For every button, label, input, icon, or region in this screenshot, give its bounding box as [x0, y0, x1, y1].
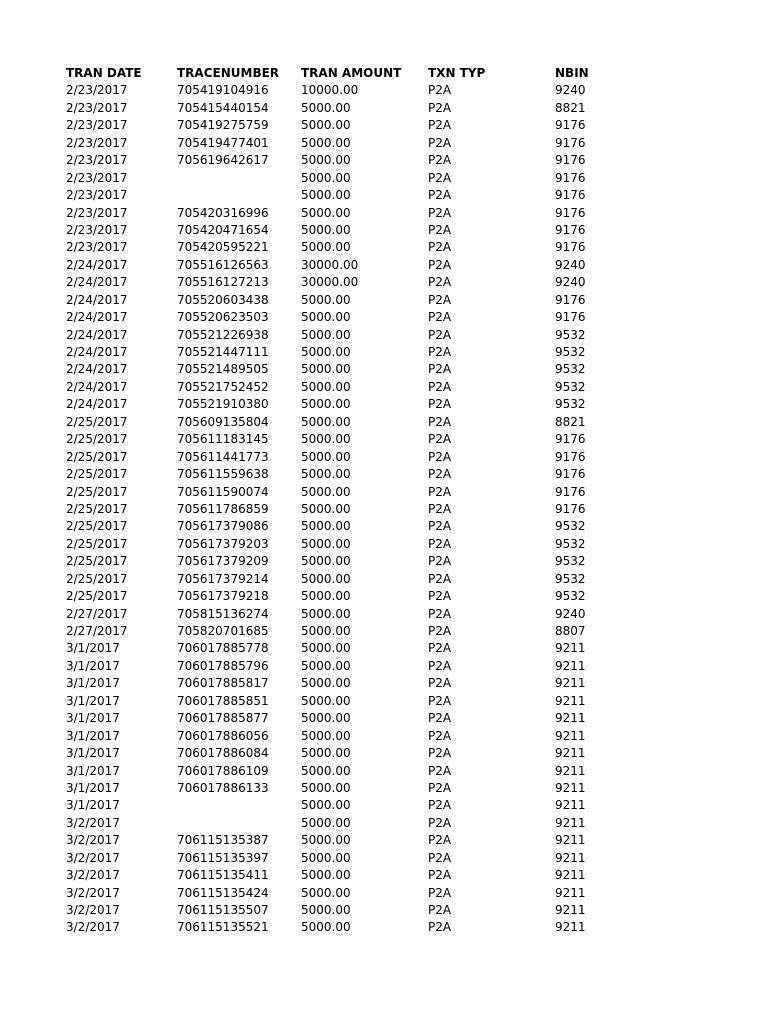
cell-txn-typ: P2A	[428, 170, 452, 185]
cell-tran-date: 2/23/2017	[66, 83, 128, 98]
cell-nbin: 9176	[555, 240, 586, 255]
table-row	[66, 135, 706, 152]
cell-nbin: 9176	[555, 118, 586, 133]
cell-tracenumber: 705521489505	[177, 362, 269, 377]
cell-nbin: 9240	[555, 257, 586, 272]
cell-nbin: 9176	[555, 432, 586, 447]
cell-nbin: 9211	[555, 850, 586, 865]
cell-txn-typ: P2A	[428, 780, 452, 795]
cell-tran-date: 2/24/2017	[66, 292, 128, 307]
cell-tran-date: 3/2/2017	[66, 885, 120, 900]
table-row	[66, 257, 706, 274]
cell-tran-date: 2/24/2017	[66, 362, 128, 377]
cell-nbin: 9532	[555, 589, 586, 604]
table-row	[66, 902, 706, 919]
cell-tran-date: 2/25/2017	[66, 449, 128, 464]
cell-tran-date: 3/1/2017	[66, 711, 120, 726]
cell-nbin: 9240	[555, 83, 586, 98]
cell-tracenumber: 705420595221	[177, 240, 269, 255]
cell-tran-date: 2/24/2017	[66, 327, 128, 342]
cell-tracenumber: 705521447111	[177, 345, 269, 359]
cell-tran-date: 3/1/2017	[66, 728, 120, 743]
table-row	[66, 850, 706, 867]
table-header-row	[66, 65, 706, 82]
table-row	[66, 361, 706, 378]
table-row	[66, 745, 706, 762]
table-row	[66, 885, 706, 902]
cell-tran-amount: 10000.00	[301, 83, 359, 98]
table-row	[66, 658, 706, 675]
cell-nbin: 9532	[555, 536, 586, 551]
cell-tracenumber: 705611183145	[177, 432, 269, 447]
cell-tran-amount: 5000.00	[301, 728, 351, 743]
cell-tran-amount: 5000.00	[301, 780, 351, 795]
cell-nbin: 9211	[555, 763, 586, 778]
table-body	[66, 82, 706, 936]
cell-tran-amount: 5000.00	[301, 571, 351, 586]
table-row	[66, 797, 706, 814]
cell-tran-amount: 5000.00	[301, 815, 351, 830]
cell-txn-typ: P2A	[428, 641, 452, 656]
cell-tran-amount: 5000.00	[301, 763, 351, 778]
cell-tran-date: 2/24/2017	[66, 310, 128, 325]
cell-nbin: 9211	[555, 711, 586, 726]
table-row	[66, 501, 706, 518]
cell-txn-typ: P2A	[428, 414, 452, 429]
cell-txn-typ: P2A	[428, 868, 452, 883]
table-row	[66, 117, 706, 134]
cell-txn-typ: P2A	[428, 275, 452, 290]
cell-nbin: 9532	[555, 379, 586, 394]
cell-tracenumber: 705617379209	[177, 554, 269, 569]
cell-tracenumber: 706115135397	[177, 850, 269, 865]
cell-nbin: 9211	[555, 728, 586, 743]
table-row	[66, 640, 706, 657]
cell-tracenumber: 706115135424	[177, 885, 269, 900]
cell-txn-typ: P2A	[428, 188, 452, 203]
column-header-nbin: NBIN	[555, 66, 589, 80]
cell-tran-amount: 5000.00	[301, 379, 351, 394]
table-row	[66, 518, 706, 535]
cell-tran-date: 2/24/2017	[66, 397, 128, 412]
cell-tran-amount: 5000.00	[301, 100, 351, 115]
cell-txn-typ: P2A	[428, 554, 452, 569]
cell-tran-amount: 5000.00	[301, 414, 351, 429]
cell-tran-amount: 5000.00	[301, 624, 351, 638]
cell-tran-date: 2/23/2017	[66, 170, 128, 185]
cell-txn-typ: P2A	[428, 815, 452, 830]
cell-tracenumber: 705611590074	[177, 484, 269, 499]
cell-tracenumber: 705520603438	[177, 292, 269, 307]
cell-tran-amount: 5000.00	[301, 484, 351, 499]
cell-txn-typ: P2A	[428, 153, 452, 168]
cell-nbin: 9176	[555, 188, 586, 203]
cell-tran-amount: 5000.00	[301, 693, 351, 708]
table-row	[66, 431, 706, 448]
cell-txn-typ: P2A	[428, 763, 452, 778]
table-row	[66, 571, 706, 588]
cell-tracenumber: 705617379203	[177, 536, 269, 551]
cell-nbin: 9211	[555, 920, 586, 935]
table-row	[66, 344, 706, 361]
cell-tran-date: 2/25/2017	[66, 414, 128, 429]
table-row	[66, 396, 706, 413]
cell-txn-typ: P2A	[428, 222, 452, 237]
cell-nbin: 9211	[555, 658, 586, 673]
cell-txn-typ: P2A	[428, 728, 452, 743]
cell-txn-typ: P2A	[428, 100, 452, 115]
cell-nbin: 9176	[555, 135, 586, 150]
cell-nbin: 9532	[555, 397, 586, 412]
cell-nbin: 9211	[555, 815, 586, 830]
cell-tracenumber: 705516127213	[177, 275, 269, 290]
cell-tran-amount: 5000.00	[301, 746, 351, 761]
cell-tran-date: 2/23/2017	[66, 135, 128, 150]
cell-txn-typ: P2A	[428, 711, 452, 726]
cell-tran-amount: 5000.00	[301, 345, 351, 359]
cell-tran-date: 3/2/2017	[66, 850, 120, 865]
cell-tracenumber: 705419104916	[177, 83, 269, 98]
cell-tracenumber: 706017885796	[177, 658, 269, 673]
cell-nbin: 9211	[555, 780, 586, 795]
cell-tracenumber: 705619642617	[177, 153, 269, 168]
cell-tran-amount: 5000.00	[301, 536, 351, 551]
cell-tran-date: 2/25/2017	[66, 467, 128, 482]
cell-tran-date: 2/23/2017	[66, 188, 128, 203]
cell-tracenumber: 706115135507	[177, 903, 269, 917]
column-header-tracenumber: TRACENUMBER	[177, 66, 280, 80]
cell-txn-typ: P2A	[428, 257, 452, 272]
cell-tracenumber: 705617379218	[177, 589, 269, 604]
table-row	[66, 484, 706, 501]
table-row	[66, 82, 706, 99]
cell-txn-typ: P2A	[428, 589, 452, 604]
cell-tracenumber: 705609135804	[177, 414, 269, 429]
table-row	[66, 710, 706, 727]
cell-txn-typ: P2A	[428, 676, 452, 691]
cell-txn-typ: P2A	[428, 310, 452, 325]
table-row	[66, 919, 706, 936]
table-row	[66, 728, 706, 745]
cell-tran-date: 3/2/2017	[66, 833, 120, 848]
column-header-txn-typ: TXN TYP	[428, 66, 486, 80]
cell-txn-typ: P2A	[428, 327, 452, 342]
cell-nbin: 9211	[555, 833, 586, 848]
column-header-tran-amount: TRAN AMOUNT	[301, 66, 402, 80]
table-row	[66, 239, 706, 256]
cell-tran-amount: 5000.00	[301, 432, 351, 447]
cell-tracenumber: 706017886056	[177, 728, 269, 743]
table-row	[66, 152, 706, 169]
cell-tran-date: 2/24/2017	[66, 257, 128, 272]
table-row	[66, 832, 706, 849]
cell-nbin: 9176	[555, 222, 586, 237]
table-row	[66, 379, 706, 396]
cell-tran-amount: 5000.00	[301, 519, 351, 534]
cell-txn-typ: P2A	[428, 833, 452, 848]
cell-tracenumber: 705419477401	[177, 135, 269, 150]
cell-nbin: 8807	[555, 624, 586, 638]
cell-txn-typ: P2A	[428, 362, 452, 377]
cell-tran-date: 2/25/2017	[66, 571, 128, 586]
cell-tran-date: 2/23/2017	[66, 100, 128, 115]
cell-txn-typ: P2A	[428, 484, 452, 499]
cell-tran-date: 3/1/2017	[66, 746, 120, 761]
cell-tran-date: 3/2/2017	[66, 920, 120, 935]
cell-txn-typ: P2A	[428, 397, 452, 412]
cell-nbin: 9176	[555, 501, 586, 516]
cell-tran-amount: 5000.00	[301, 170, 351, 185]
cell-nbin: 9532	[555, 554, 586, 569]
cell-txn-typ: P2A	[428, 292, 452, 307]
cell-tracenumber: 705521226938	[177, 327, 269, 342]
cell-txn-typ: P2A	[428, 624, 452, 638]
cell-tracenumber: 706115135521	[177, 920, 269, 935]
cell-tracenumber: 706017886109	[177, 763, 269, 778]
cell-nbin: 9211	[555, 676, 586, 691]
cell-tran-amount: 5000.00	[301, 222, 351, 237]
cell-tracenumber: 706017886133	[177, 780, 269, 795]
cell-tran-date: 3/1/2017	[66, 676, 120, 691]
cell-tran-date: 2/25/2017	[66, 554, 128, 569]
cell-tran-amount: 5000.00	[301, 589, 351, 604]
column-header-tran-date: TRAN DATE	[66, 66, 142, 80]
cell-tran-amount: 5000.00	[301, 868, 351, 883]
cell-tracenumber: 705611786859	[177, 501, 269, 516]
cell-txn-typ: P2A	[428, 449, 452, 464]
table-row	[66, 205, 706, 222]
cell-nbin: 8821	[555, 100, 586, 115]
cell-tran-amount: 5000.00	[301, 292, 351, 307]
cell-tran-amount: 5000.00	[301, 188, 351, 203]
cell-tran-date: 2/27/2017	[66, 606, 128, 621]
cell-txn-typ: P2A	[428, 501, 452, 516]
cell-txn-typ: P2A	[428, 432, 452, 447]
table-row	[66, 292, 706, 309]
cell-tracenumber: 705611441773	[177, 449, 269, 464]
cell-tran-date: 2/27/2017	[66, 624, 128, 638]
cell-txn-typ: P2A	[428, 571, 452, 586]
cell-nbin: 9176	[555, 170, 586, 185]
cell-nbin: 9532	[555, 345, 586, 359]
cell-tran-date: 2/25/2017	[66, 432, 128, 447]
table-row	[66, 780, 706, 797]
cell-tran-amount: 30000.00	[301, 275, 359, 290]
cell-tran-date: 2/25/2017	[66, 536, 128, 551]
cell-tracenumber: 705420316996	[177, 205, 269, 220]
cell-tran-date: 3/2/2017	[66, 903, 120, 917]
cell-nbin: 9211	[555, 693, 586, 708]
cell-tracenumber: 706115135387	[177, 833, 269, 848]
cell-tracenumber: 706017885851	[177, 693, 269, 708]
cell-txn-typ: P2A	[428, 379, 452, 394]
cell-tran-date: 2/23/2017	[66, 153, 128, 168]
cell-tran-amount: 5000.00	[301, 711, 351, 726]
cell-tran-amount: 5000.00	[301, 885, 351, 900]
cell-tran-date: 2/25/2017	[66, 519, 128, 534]
table-row	[66, 100, 706, 117]
cell-tran-date: 3/1/2017	[66, 658, 120, 673]
transaction-table	[66, 65, 706, 937]
cell-tran-amount: 5000.00	[301, 449, 351, 464]
table-row	[66, 623, 706, 640]
cell-nbin: 9532	[555, 362, 586, 377]
cell-txn-typ: P2A	[428, 885, 452, 900]
cell-nbin: 9176	[555, 205, 586, 220]
cell-tran-amount: 5000.00	[301, 920, 351, 935]
cell-txn-typ: P2A	[428, 519, 452, 534]
cell-tracenumber: 705415440154	[177, 100, 269, 115]
table-row	[66, 693, 706, 710]
cell-tran-amount: 5000.00	[301, 641, 351, 656]
cell-nbin: 9176	[555, 467, 586, 482]
cell-txn-typ: P2A	[428, 746, 452, 761]
cell-nbin: 9211	[555, 903, 586, 917]
cell-tran-amount: 5000.00	[301, 850, 351, 865]
cell-tracenumber: 706017885817	[177, 676, 269, 691]
cell-txn-typ: P2A	[428, 606, 452, 621]
cell-nbin: 9176	[555, 484, 586, 499]
cell-nbin: 9176	[555, 153, 586, 168]
cell-tran-date: 3/1/2017	[66, 693, 120, 708]
cell-tran-date: 2/23/2017	[66, 240, 128, 255]
cell-tran-amount: 5000.00	[301, 327, 351, 342]
cell-txn-typ: P2A	[428, 920, 452, 935]
cell-tran-date: 2/24/2017	[66, 379, 128, 394]
cell-nbin: 9211	[555, 885, 586, 900]
table-row	[66, 274, 706, 291]
table-row	[66, 466, 706, 483]
cell-nbin: 9240	[555, 606, 586, 621]
cell-tran-amount: 5000.00	[301, 205, 351, 220]
cell-tran-date: 2/23/2017	[66, 222, 128, 237]
cell-tran-amount: 5000.00	[301, 658, 351, 673]
cell-nbin: 9240	[555, 275, 586, 290]
cell-tran-amount: 5000.00	[301, 310, 351, 325]
table-row	[66, 606, 706, 623]
cell-tran-date: 2/25/2017	[66, 589, 128, 604]
cell-tracenumber: 706017885877	[177, 711, 269, 726]
table-row	[66, 553, 706, 570]
table-row	[66, 414, 706, 431]
table-row	[66, 327, 706, 344]
cell-tran-amount: 5000.00	[301, 903, 351, 917]
cell-nbin: 9532	[555, 519, 586, 534]
cell-txn-typ: P2A	[428, 536, 452, 551]
cell-nbin: 9532	[555, 571, 586, 586]
cell-tracenumber: 706017885778	[177, 641, 269, 656]
cell-txn-typ: P2A	[428, 135, 452, 150]
cell-tran-amount: 5000.00	[301, 362, 351, 377]
cell-tran-amount: 5000.00	[301, 833, 351, 848]
cell-tran-date: 2/23/2017	[66, 118, 128, 133]
cell-nbin: 9176	[555, 449, 586, 464]
table-row	[66, 536, 706, 553]
cell-tran-date: 3/1/2017	[66, 763, 120, 778]
cell-tracenumber: 705611559638	[177, 467, 269, 482]
cell-txn-typ: P2A	[428, 798, 452, 813]
cell-txn-typ: P2A	[428, 345, 452, 359]
cell-tracenumber: 705520623503	[177, 310, 269, 325]
cell-tracenumber: 705521910380	[177, 397, 269, 412]
cell-nbin: 8821	[555, 414, 586, 429]
cell-txn-typ: P2A	[428, 467, 452, 482]
cell-txn-typ: P2A	[428, 83, 452, 98]
table-row	[66, 170, 706, 187]
cell-tran-amount: 5000.00	[301, 501, 351, 516]
cell-tran-date: 3/2/2017	[66, 815, 120, 830]
cell-tracenumber: 705420471654	[177, 222, 269, 237]
cell-tran-amount: 5000.00	[301, 397, 351, 412]
cell-txn-typ: P2A	[428, 240, 452, 255]
cell-tracenumber: 705516126563	[177, 257, 269, 272]
cell-nbin: 9176	[555, 310, 586, 325]
cell-tran-date: 2/23/2017	[66, 205, 128, 220]
cell-tran-amount: 5000.00	[301, 240, 351, 255]
cell-tracenumber: 706115135411	[177, 868, 269, 883]
cell-tran-amount: 5000.00	[301, 606, 351, 621]
cell-tran-date: 2/24/2017	[66, 345, 128, 359]
table-row	[66, 187, 706, 204]
cell-tran-date: 3/1/2017	[66, 780, 120, 795]
cell-tran-amount: 5000.00	[301, 135, 351, 150]
table-row	[66, 815, 706, 832]
cell-tran-date: 2/24/2017	[66, 275, 128, 290]
cell-tran-amount: 5000.00	[301, 676, 351, 691]
cell-tran-amount: 30000.00	[301, 257, 359, 272]
cell-tran-amount: 5000.00	[301, 554, 351, 569]
cell-tracenumber: 705815136274	[177, 606, 269, 621]
table-row	[66, 675, 706, 692]
cell-txn-typ: P2A	[428, 693, 452, 708]
table-row	[66, 449, 706, 466]
cell-nbin: 9176	[555, 292, 586, 307]
cell-txn-typ: P2A	[428, 903, 452, 917]
table-row	[66, 867, 706, 884]
cell-nbin: 9211	[555, 746, 586, 761]
cell-tracenumber: 705617379214	[177, 571, 269, 586]
cell-tracenumber: 705419275759	[177, 118, 269, 133]
cell-tracenumber: 705617379086	[177, 519, 269, 534]
cell-tracenumber: 705521752452	[177, 379, 269, 394]
cell-tran-date: 3/1/2017	[66, 641, 120, 656]
table-row	[66, 588, 706, 605]
cell-tran-amount: 5000.00	[301, 118, 351, 133]
cell-tran-amount: 5000.00	[301, 467, 351, 482]
cell-tracenumber: 705820701685	[177, 624, 269, 638]
cell-tran-date: 2/25/2017	[66, 501, 128, 516]
table-row	[66, 309, 706, 326]
cell-nbin: 9532	[555, 327, 586, 342]
cell-nbin: 9211	[555, 798, 586, 813]
cell-txn-typ: P2A	[428, 850, 452, 865]
cell-txn-typ: P2A	[428, 658, 452, 673]
cell-txn-typ: P2A	[428, 205, 452, 220]
cell-tracenumber: 706017886084	[177, 746, 269, 761]
cell-tran-amount: 5000.00	[301, 153, 351, 168]
cell-tran-date: 3/1/2017	[66, 798, 120, 813]
table-row	[66, 763, 706, 780]
cell-tran-date: 2/25/2017	[66, 484, 128, 499]
cell-tran-amount: 5000.00	[301, 798, 351, 813]
table-row	[66, 222, 706, 239]
cell-txn-typ: P2A	[428, 118, 452, 133]
cell-tran-date: 3/2/2017	[66, 868, 120, 883]
cell-nbin: 9211	[555, 641, 586, 656]
cell-nbin: 9211	[555, 868, 586, 883]
